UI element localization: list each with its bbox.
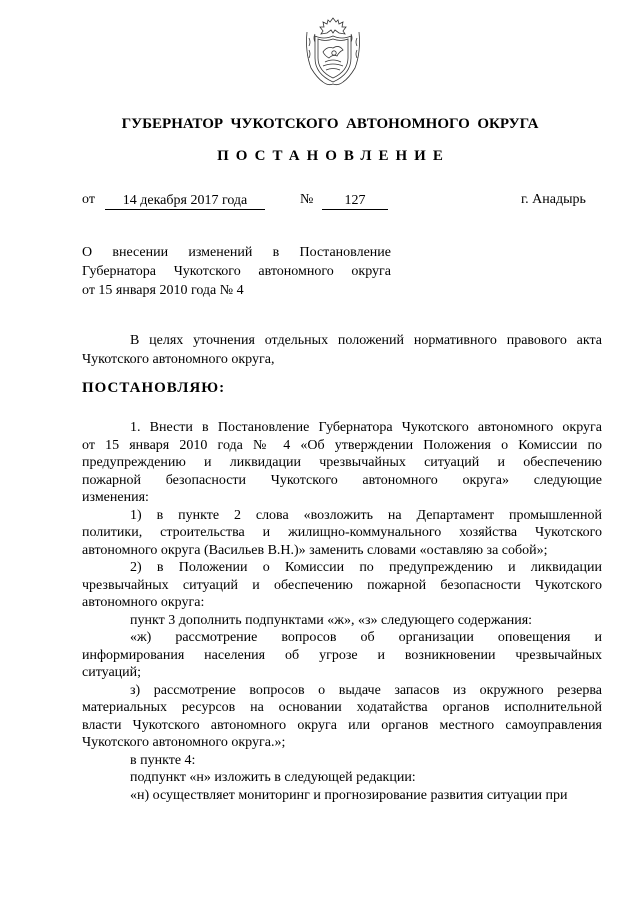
body-line: информирования населения об угрозе и возникновении чрезвычайных bbox=[82, 647, 602, 663]
organization-title: ГУБЕРНАТОР ЧУКОТСКОГО АВТОНОМНОГО ОКРУГА bbox=[121, 116, 539, 132]
document-body bbox=[82, 419, 602, 804]
document-number: 127 bbox=[322, 192, 388, 210]
coat-of-arms-icon bbox=[301, 12, 365, 88]
body-line: изменения: bbox=[82, 490, 149, 505]
body-line: политики, строительства и жилищно-коммунального хозяйства Чукотского bbox=[82, 525, 602, 540]
document-subject bbox=[82, 243, 391, 300]
body-line: 2) в Положении о Комиссии по предупреждению и ликвидации bbox=[130, 560, 602, 575]
body-line: Чукотского автономного округа.»; bbox=[82, 735, 286, 750]
body-line: материальных ресурсов на основании ходатайства органов исполнительной bbox=[82, 700, 602, 715]
number-label: № bbox=[300, 192, 314, 207]
document-date: 14 декабря 2017 года bbox=[105, 192, 265, 210]
body-line: автономного округа (Васильев В.Н.)» заменить словами «оставляю за собой»; bbox=[82, 542, 548, 558]
preamble bbox=[82, 331, 602, 369]
body-line: от 15 января 2010 года № 4 «Об утверждении Положения о Комиссии по bbox=[82, 437, 602, 453]
body-line: автономного округа: bbox=[82, 595, 205, 610]
document-type-heading: ПОСТАНОВЛЕНИЕ bbox=[217, 148, 450, 164]
subject-line: Губернатора Чукотского автономного округа bbox=[82, 264, 391, 279]
document-city: г. Анадырь bbox=[521, 192, 586, 207]
body-line: «ж) рассмотрение вопросов об организации оповещения и bbox=[130, 630, 602, 645]
subject-line: О внесении изменений в Постановление bbox=[82, 245, 391, 260]
body-line: 1. Внести в Постановление Губернатора Чукотского автономного округа bbox=[130, 420, 602, 435]
body-line: предупреждению и ликвидации чрезвычайных ситуаций и обеспечению bbox=[82, 455, 602, 470]
body-line: ситуаций; bbox=[82, 665, 142, 680]
body-line: чрезвычайных ситуаций и обеспечению пожарной безопасности Чукотского bbox=[82, 577, 602, 593]
preamble-line: В целях уточнения отдельных положений нормативного правового акта bbox=[130, 333, 602, 348]
body-line: пожарной безопасности Чукотского автономного округа» следующие bbox=[82, 472, 602, 488]
body-line: власти Чукотского автономного округа или органов местного самоуправления bbox=[82, 717, 602, 733]
body-line: пункт 3 дополнить подпунктами «ж», «з» следующего содержания: bbox=[130, 612, 533, 628]
date-prefix-label: от bbox=[82, 192, 95, 207]
preamble-line: Чукотского автономного округа, bbox=[82, 352, 275, 367]
body-line: в пункте 4: bbox=[130, 752, 196, 768]
subject-line: от 15 января 2010 года № 4 bbox=[82, 283, 244, 298]
decree-heading: ПОСТАНОВЛЯЮ: bbox=[82, 380, 226, 396]
body-line: подпункт «н» изложить в следующей редакции: bbox=[130, 770, 416, 785]
body-line: 1) в пункте 2 слова «возложить на Департамент промышленной bbox=[130, 507, 602, 523]
body-line: «н) осуществляет мониторинг и прогнозирование развития ситуации при bbox=[130, 787, 568, 803]
body-line: з) рассмотрение вопросов о выдаче запасов из окружного резерва bbox=[130, 682, 602, 698]
